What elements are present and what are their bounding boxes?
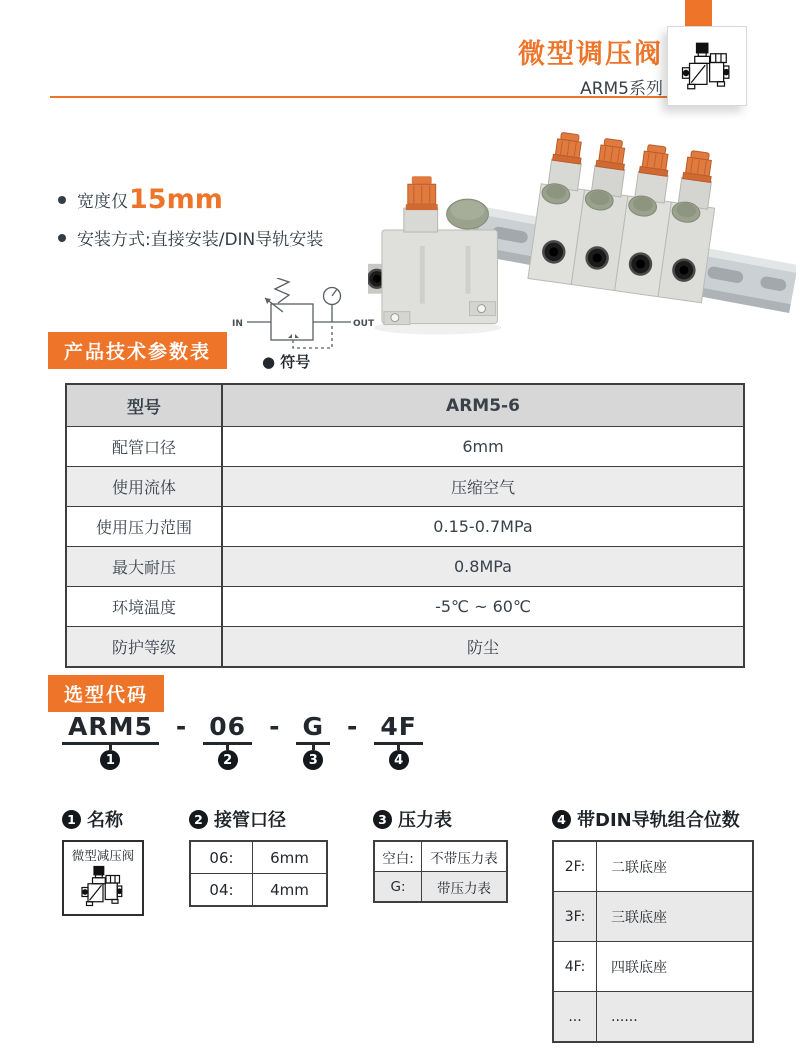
spec-label: 使用流体 bbox=[66, 467, 222, 507]
option-code: 2F: bbox=[553, 841, 597, 892]
spec-row bbox=[66, 507, 744, 547]
option-row bbox=[553, 942, 753, 992]
option-row bbox=[553, 841, 753, 892]
option-code: G: bbox=[374, 872, 422, 903]
option-header bbox=[373, 806, 508, 832]
option-code: 04: bbox=[190, 874, 253, 907]
code-separator: - bbox=[346, 712, 358, 741]
option-col-name bbox=[62, 806, 144, 916]
option-title: 带DIN导轨组合位数 bbox=[577, 810, 740, 831]
number-badge-icon: 2 bbox=[218, 750, 238, 770]
number-badge-icon: 1 bbox=[62, 810, 81, 829]
code-text: G bbox=[296, 712, 330, 745]
option-code: 空白: bbox=[374, 841, 422, 872]
ordering-section-badge: 选型代码 bbox=[48, 675, 164, 712]
valve-line-art-icon bbox=[679, 41, 735, 91]
product-name-box bbox=[62, 840, 144, 916]
feature-highlight: 15mm bbox=[129, 184, 223, 215]
option-code: ... bbox=[553, 992, 597, 1043]
spec-label: 配管口径 bbox=[66, 427, 222, 467]
spec-label: 防护等级 bbox=[66, 627, 222, 668]
spec-row bbox=[66, 427, 744, 467]
option-desc: 6mm bbox=[253, 841, 328, 874]
option-desc: 4mm bbox=[253, 874, 328, 907]
option-desc: ...... bbox=[597, 992, 754, 1043]
feature-text: 宽度仅 bbox=[77, 192, 128, 212]
page-title: 微型调压阀 bbox=[518, 39, 663, 70]
manifold-assembly bbox=[528, 131, 722, 303]
option-row bbox=[190, 841, 327, 874]
option-table bbox=[552, 840, 754, 1043]
code-segment-ARM5 bbox=[62, 712, 159, 770]
spec-section-badge: 产品技术参数表 bbox=[48, 332, 227, 369]
spec-label: 环境温度 bbox=[66, 587, 222, 627]
page-header bbox=[518, 40, 663, 99]
symbol-in-label: IN bbox=[232, 319, 243, 329]
option-title: 接管口径 bbox=[214, 810, 286, 831]
option-desc: 二联底座 bbox=[597, 841, 754, 892]
ordering-code bbox=[62, 712, 423, 770]
option-row bbox=[553, 992, 753, 1043]
feature-list bbox=[58, 186, 324, 262]
spec-value: 6mm bbox=[222, 427, 744, 467]
option-title: 名称 bbox=[87, 810, 123, 831]
code-text: 06 bbox=[203, 712, 252, 745]
feature-text: 安装方式:直接安装/DIN导轨安装 bbox=[77, 230, 324, 250]
number-badge-icon: 4 bbox=[552, 810, 571, 829]
option-col-gauge bbox=[373, 806, 508, 903]
code-text: ARM5 bbox=[62, 712, 159, 745]
code-segment-4F bbox=[374, 712, 422, 770]
product-icon-card bbox=[667, 26, 747, 106]
option-row bbox=[190, 874, 327, 907]
code-segment-06 bbox=[203, 712, 252, 770]
spec-label: 型号 bbox=[66, 384, 222, 427]
option-code: 4F: bbox=[553, 942, 597, 992]
option-header bbox=[189, 806, 328, 832]
spec-row bbox=[66, 467, 744, 507]
option-col-din-stations bbox=[552, 806, 754, 1043]
code-segment-G bbox=[296, 712, 330, 770]
pneumatic-symbol bbox=[231, 278, 381, 352]
single-valve bbox=[368, 176, 501, 334]
option-table bbox=[373, 840, 508, 903]
corner-accent-tab bbox=[685, 0, 712, 27]
spec-row bbox=[66, 627, 744, 668]
spec-value: -5℃ ~ 60℃ bbox=[222, 587, 744, 627]
spec-label: 最大耐压 bbox=[66, 547, 222, 587]
symbol-caption: ● 符号 bbox=[262, 353, 311, 371]
spec-value: 压缩空气 bbox=[222, 467, 744, 507]
option-row bbox=[553, 892, 753, 942]
code-separator: - bbox=[269, 712, 280, 741]
spec-value: ARM5-6 bbox=[222, 384, 744, 427]
symbol-out-label: OUT bbox=[353, 319, 375, 329]
option-col-port-size bbox=[189, 806, 328, 907]
bullet-icon bbox=[58, 234, 66, 242]
code-separator: - bbox=[175, 712, 187, 741]
series-subtitle: ARM5系列 bbox=[580, 78, 663, 99]
number-badge-icon: 1 bbox=[100, 750, 120, 770]
option-desc: 四联底座 bbox=[597, 942, 754, 992]
spec-header-row bbox=[66, 384, 744, 427]
spec-value: 防尘 bbox=[222, 627, 744, 668]
valve-line-art-icon bbox=[79, 864, 127, 908]
product-photo-illustration bbox=[368, 126, 796, 340]
number-badge-icon: 4 bbox=[389, 750, 409, 770]
option-desc: 不带压力表 bbox=[422, 841, 508, 872]
spec-label: 使用压力范围 bbox=[66, 507, 222, 547]
spec-table bbox=[65, 383, 745, 668]
bullet-icon bbox=[58, 196, 66, 204]
option-desc: 带压力表 bbox=[422, 872, 508, 903]
option-table bbox=[189, 840, 328, 907]
number-badge-icon: 2 bbox=[189, 810, 208, 829]
number-badge-icon: 3 bbox=[303, 750, 323, 770]
option-row bbox=[374, 841, 507, 872]
option-title: 压力表 bbox=[398, 810, 452, 831]
spec-value: 0.15-0.7MPa bbox=[222, 507, 744, 547]
option-desc: 三联底座 bbox=[597, 892, 754, 942]
feature-width bbox=[58, 186, 324, 213]
option-code: 06: bbox=[190, 841, 253, 874]
option-header bbox=[552, 806, 754, 832]
product-name: 微型减压阀 bbox=[71, 848, 135, 863]
spec-row bbox=[66, 587, 744, 627]
spec-value: 0.8MPa bbox=[222, 547, 744, 587]
number-badge-icon: 3 bbox=[373, 810, 392, 829]
option-header bbox=[62, 806, 144, 832]
option-row bbox=[374, 872, 507, 903]
feature-mounting bbox=[58, 225, 324, 250]
spec-row bbox=[66, 547, 744, 587]
option-code: 3F: bbox=[553, 892, 597, 942]
code-text: 4F bbox=[374, 712, 422, 745]
